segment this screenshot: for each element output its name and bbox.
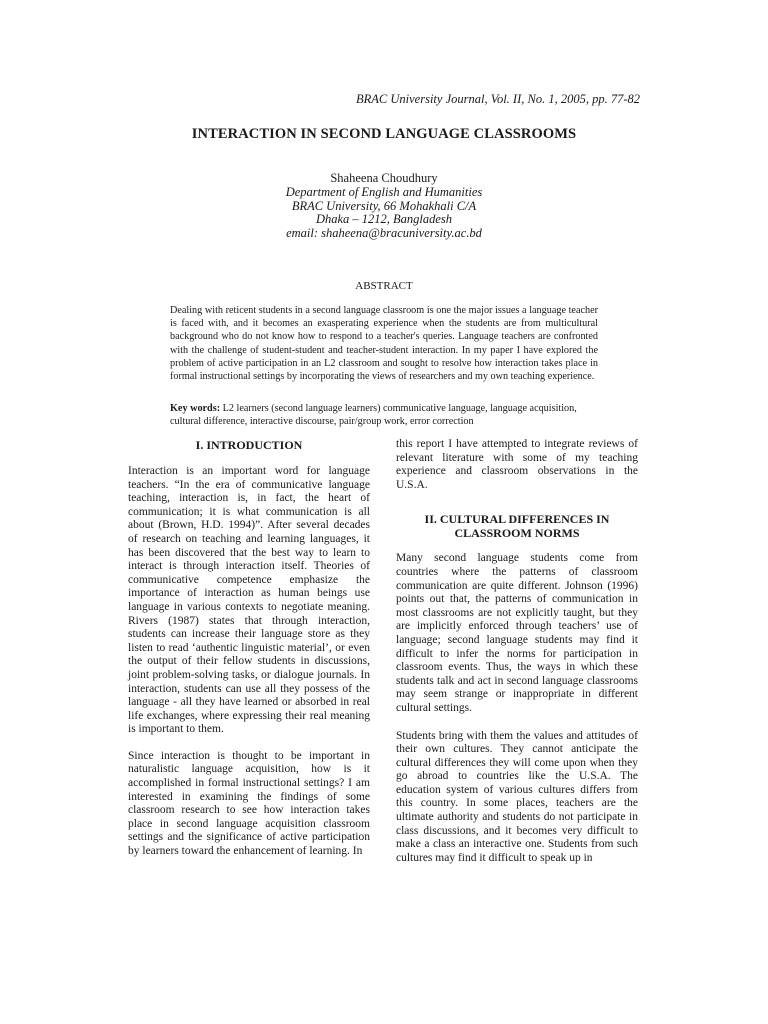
introduction-heading: I. INTRODUCTION bbox=[195, 438, 303, 452]
cultural-heading-line-1: II. CULTURAL DIFFERENCES IN bbox=[424, 512, 610, 527]
left-column bbox=[128, 438, 370, 859]
paper-title: INTERACTION IN SECOND LANGUAGE CLASSROOMS bbox=[191, 126, 577, 142]
author-name: Shaheena Choudhury bbox=[330, 171, 438, 185]
cultural-paragraph-1: Many second language students come from countries where the patterns of classroom communication are quite different. Johnson (1996) points out that, the patterns of communication in most classrooms are not explicitly taught, but they are implicitly enforced through teachers’ use of language; second language students may find it difficult to infer the norms for participation in classroom events. Thus, the ways in which these students talk and act in second language classrooms may seem strange or inappropriate in different cultural settings. bbox=[396, 552, 638, 714]
right-column bbox=[396, 438, 638, 865]
cultural-paragraph-2: Students bring with them the values and attitudes of their own cultures. They cannot anticipate the cultural differences they will come upon when they go abroad to countries like the U.S.A. The education system of various cultures differs from this country. In some places, teachers are the ultimate authority and students do not participate in class discussions, and it becomes very difficult to make a class an interactive one. Students from such cultures may find it difficult to speak up in bbox=[396, 729, 638, 864]
author-affiliation-block bbox=[0, 172, 768, 241]
author-address-line-2: Dhaka – 1212, Bangladesh bbox=[315, 212, 453, 227]
author-email: email: shaheena@bracuniversity.ac.bd bbox=[286, 226, 482, 241]
keywords bbox=[170, 402, 598, 428]
introduction-paragraph-1: Interaction is an important word for language teachers. “In the era of communicative language teaching, interaction is, in fact, the heart of communication; it is what communication is all about (Brown, H.D. 1994)”. After several decades of research on teaching and learning languages, it has been discovered that the best way to learn to interact is through interaction itself. Theories of communicative competence emphasize the importance of interaction as human beings use language in various contexts to negotiate meaning. Rivers (1987) states that through interaction, students can increase their language store as they listen to read ‘authentic linguistic material’, or even the output of their fellow students in discussions, joint problem-solving tasks, or dialogue journals. In interaction, students can use all they possess of the language - all they have learned or absorbed in real life exchanges, where expressing their real meaning is important to them. bbox=[128, 465, 370, 736]
cultural-differences-heading bbox=[396, 512, 638, 540]
journal-reference: BRAC University Journal, Vol. II, No. 1, 2005, pp. 77-82 bbox=[356, 92, 640, 106]
abstract-heading: ABSTRACT bbox=[355, 280, 413, 292]
introduction-paragraph-2: Since interaction is thought to be important in naturalistic language acquisition, how is it accomplished in formal instructional settings? I am interested in examining the findings of some classroom research to see how interaction takes place in second language acquisition classroom settings and the significance of active participation by learners toward the enhancement of learning. In bbox=[128, 749, 370, 858]
introduction-paragraph-2-continued: this report I have attempted to integrate reviews of relevant literature with some of my teaching experience and classroom observations in the U.S.A. bbox=[396, 438, 638, 491]
cultural-heading-line-2: CLASSROOM NORMS bbox=[454, 526, 580, 541]
abstract-text: Dealing with reticent students in a second language classroom is one the major issues a language teacher is faced with, and it becomes an exasperating experience when the students are from multicultural background who do not know how to respond to a teacher's queries. Language teachers are confronted with the challenge of student-student and teacher-student interaction. In my paper I have explored the problem of active participation in an L2 classroom and sought to resolve how interaction takes place in formal instructional settings by incorporating the views of researchers and my own teaching experience. bbox=[170, 305, 598, 383]
author-address-line-1: BRAC University, 66 Mohakhali C/A bbox=[291, 198, 477, 213]
keywords-label: Key words: bbox=[170, 403, 221, 414]
keywords-text: L2 learners (second language learners) communicative language, language acquisition, cultural difference, interactive discourse, pair/group work, error correction bbox=[170, 403, 577, 428]
author-department: Department of English and Humanities bbox=[285, 184, 483, 199]
